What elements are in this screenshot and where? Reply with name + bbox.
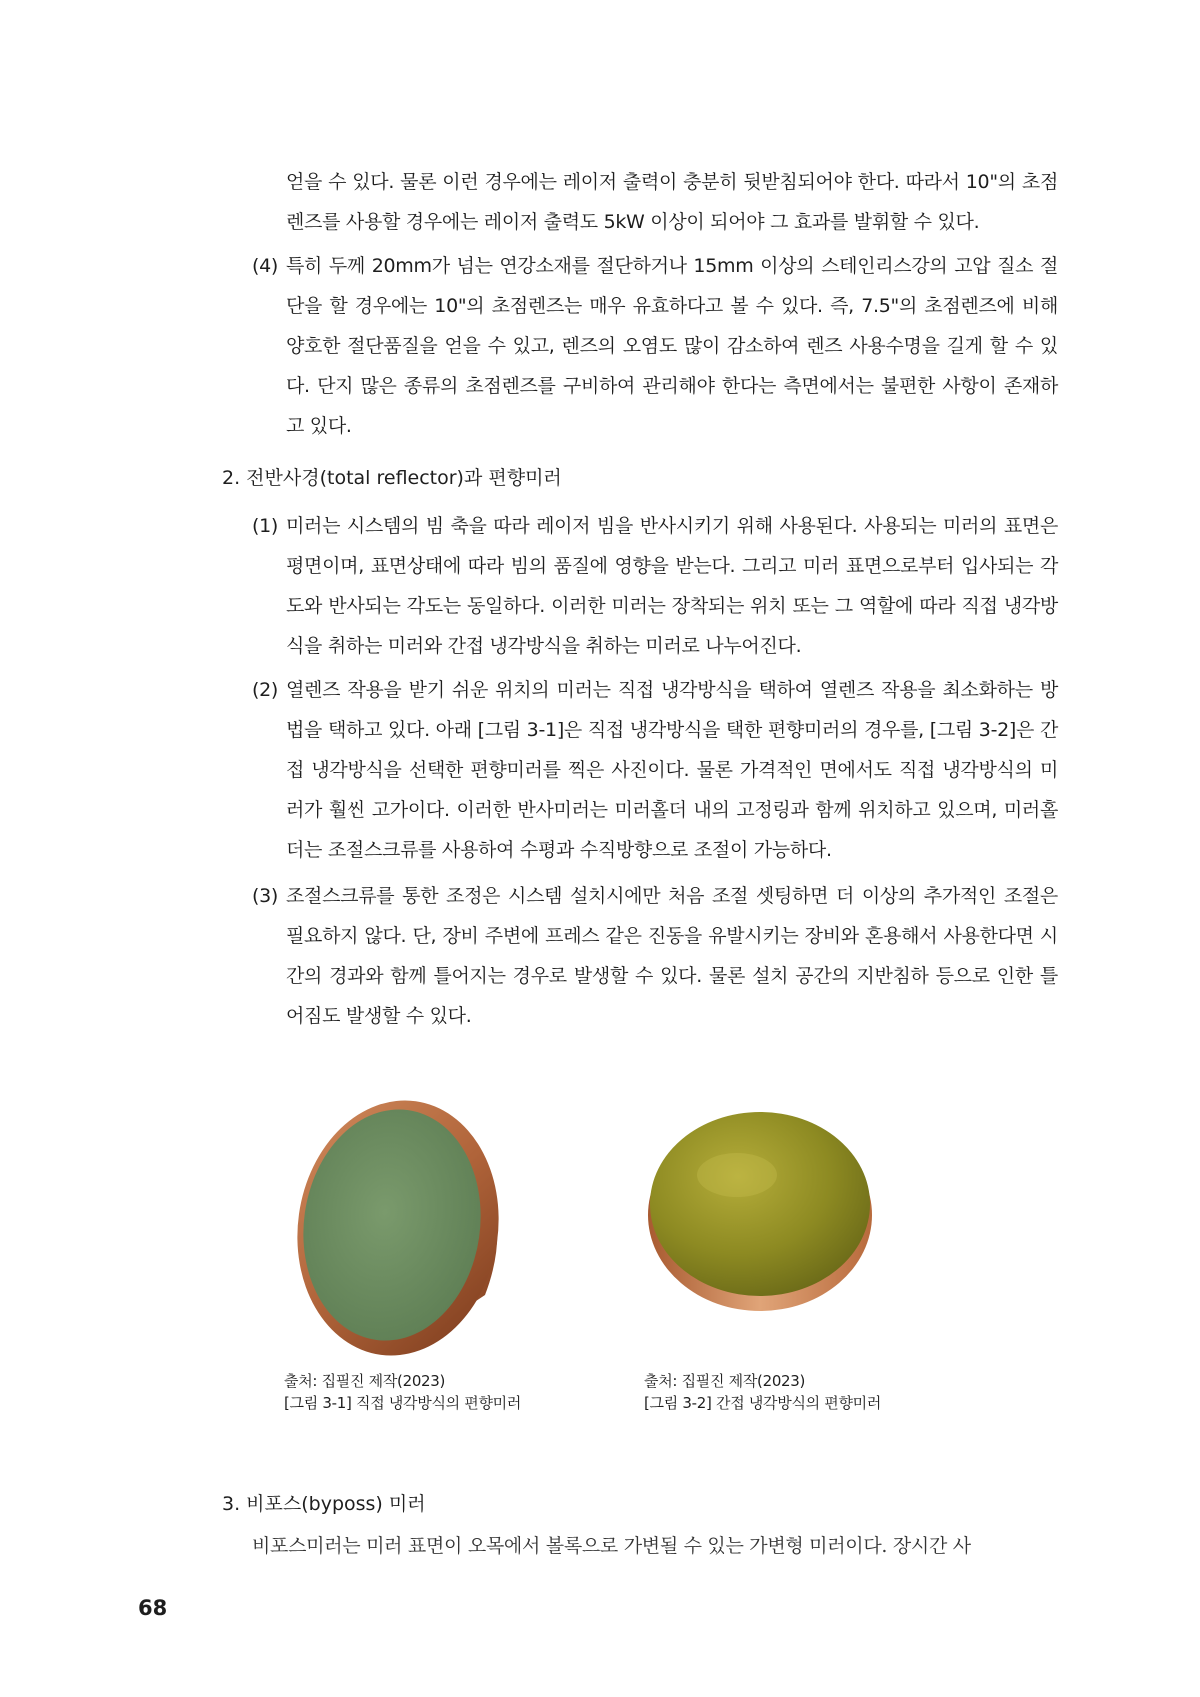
item-text: 미러는 시스템의 빔 축을 따라 레이저 빔을 반사시키기 위해 사용된다. 사용되는 미러의 표면은 평면이며, 표면상태에 따라 빔의 품질에 영향을 받는다. 그리고 미러 표면으로부터 입사되는 각도와 반사되는 각도는 동일하다. 이러한 미러는 장착되는 위치 또는 그 역할에 따라 직접 냉각방식을 취하는 미러와 간접 냉각방식을 취하는 미러로 나누어진다. — [286, 515, 1058, 657]
figure-3-2-caption — [644, 1370, 881, 1414]
section-2-heading: 2. 전반사경(total reflector)과 편향미러 — [222, 467, 562, 489]
intro-paragraph: 얻을 수 있다. 물론 이런 경우에는 레이저 출력이 충분히 뒷받침되어야 한다. 따라서 10"의 초점렌즈를 사용할 경우에는 레이저 출력도 5kW 이상이 되어야 그 효과를 발휘할 수 있다. — [286, 171, 1058, 233]
section-3-paragraph: 비포스미러는 미러 표면이 오목에서 볼록으로 가변될 수 있는 가변형 미러이다. 장시간 사 — [252, 1535, 971, 1557]
item-number: (2) — [252, 679, 279, 701]
list-item-4 — [252, 246, 1058, 446]
figure-source: 출처: 집필진 제작(2023) — [644, 1372, 806, 1390]
item-number: (1) — [252, 515, 279, 537]
item-text: 열렌즈 작용을 받기 쉬운 위치의 미러는 직접 냉각방식을 택하여 열렌즈 작용을 최소화하는 방법을 택하고 있다. 아래 [그림 3-1]은 직접 냉각방식을 택한 편향미러의 경우를, [그림 3-2]은 간접 냉각방식을 선택한 편향미러를 찍은 사진이다. 물론 가격적인 면에서도 직접 냉각방식의 미러가 훨씬 고가이다. 이러한 반사미러는 미러홀더 내의 고정링과 함께 위치하고 있으며, 미러홀더는 조절스크류를 사용하여 수평과 수직방향으로 조절이 가능하다. — [286, 679, 1058, 861]
page-number: 68 — [138, 1596, 168, 1620]
figure-3-2 — [642, 1100, 878, 1315]
item-number: (4) — [252, 255, 279, 277]
figure-caption: [그림 3-2] 간접 냉각방식의 편향미러 — [644, 1394, 882, 1412]
figure-3-1-caption — [284, 1370, 521, 1414]
indirect-cooling-mirror-photo — [642, 1100, 878, 1315]
item-text: 조절스크류를 통한 조정은 시스템 설치시에만 처음 조절 셋팅하면 더 이상의 추가적인 조절은 필요하지 않다. 단, 장비 주변에 프레스 같은 진동을 유발시키는 장비와 혼용해서 사용한다면 시간의 경과와 함께 틀어지는 경우로 발생할 수 있다. 물론 설치 공간의 지반침하 등으로 인한 틀어짐도 발생할 수 있다. — [286, 885, 1058, 1027]
section-3-heading: 3. 비포스(byposs) 미러 — [222, 1493, 426, 1515]
list-item — [252, 506, 1058, 666]
direct-cooling-mirror-photo — [280, 1095, 520, 1357]
item-text: 특히 두께 20mm가 넘는 연강소재를 절단하거나 15mm 이상의 스테인리스강의 고압 질소 절단을 할 경우에는 10"의 초점렌즈는 매우 유효하다고 볼 수 있다. 즉, 7.5"의 초점렌즈에 비해 양호한 절단품질을 얻을 수 있고, 렌즈의 오염도 많이 감소하여 렌즈 사용수명을 길게 할 수 있다. 단지 많은 종류의 초점렌즈를 구비하여 관리해야 한다는 측면에서는 불편한 사항이 존재하고 있다. — [286, 255, 1058, 437]
list-item — [252, 670, 1058, 870]
figure-caption: [그림 3-1] 직접 냉각방식의 편향미러 — [284, 1394, 522, 1412]
figure-source: 출처: 집필진 제작(2023) — [284, 1372, 446, 1390]
item-number: (3) — [252, 885, 279, 907]
figure-3-1 — [280, 1095, 520, 1357]
list-item — [252, 876, 1058, 1036]
